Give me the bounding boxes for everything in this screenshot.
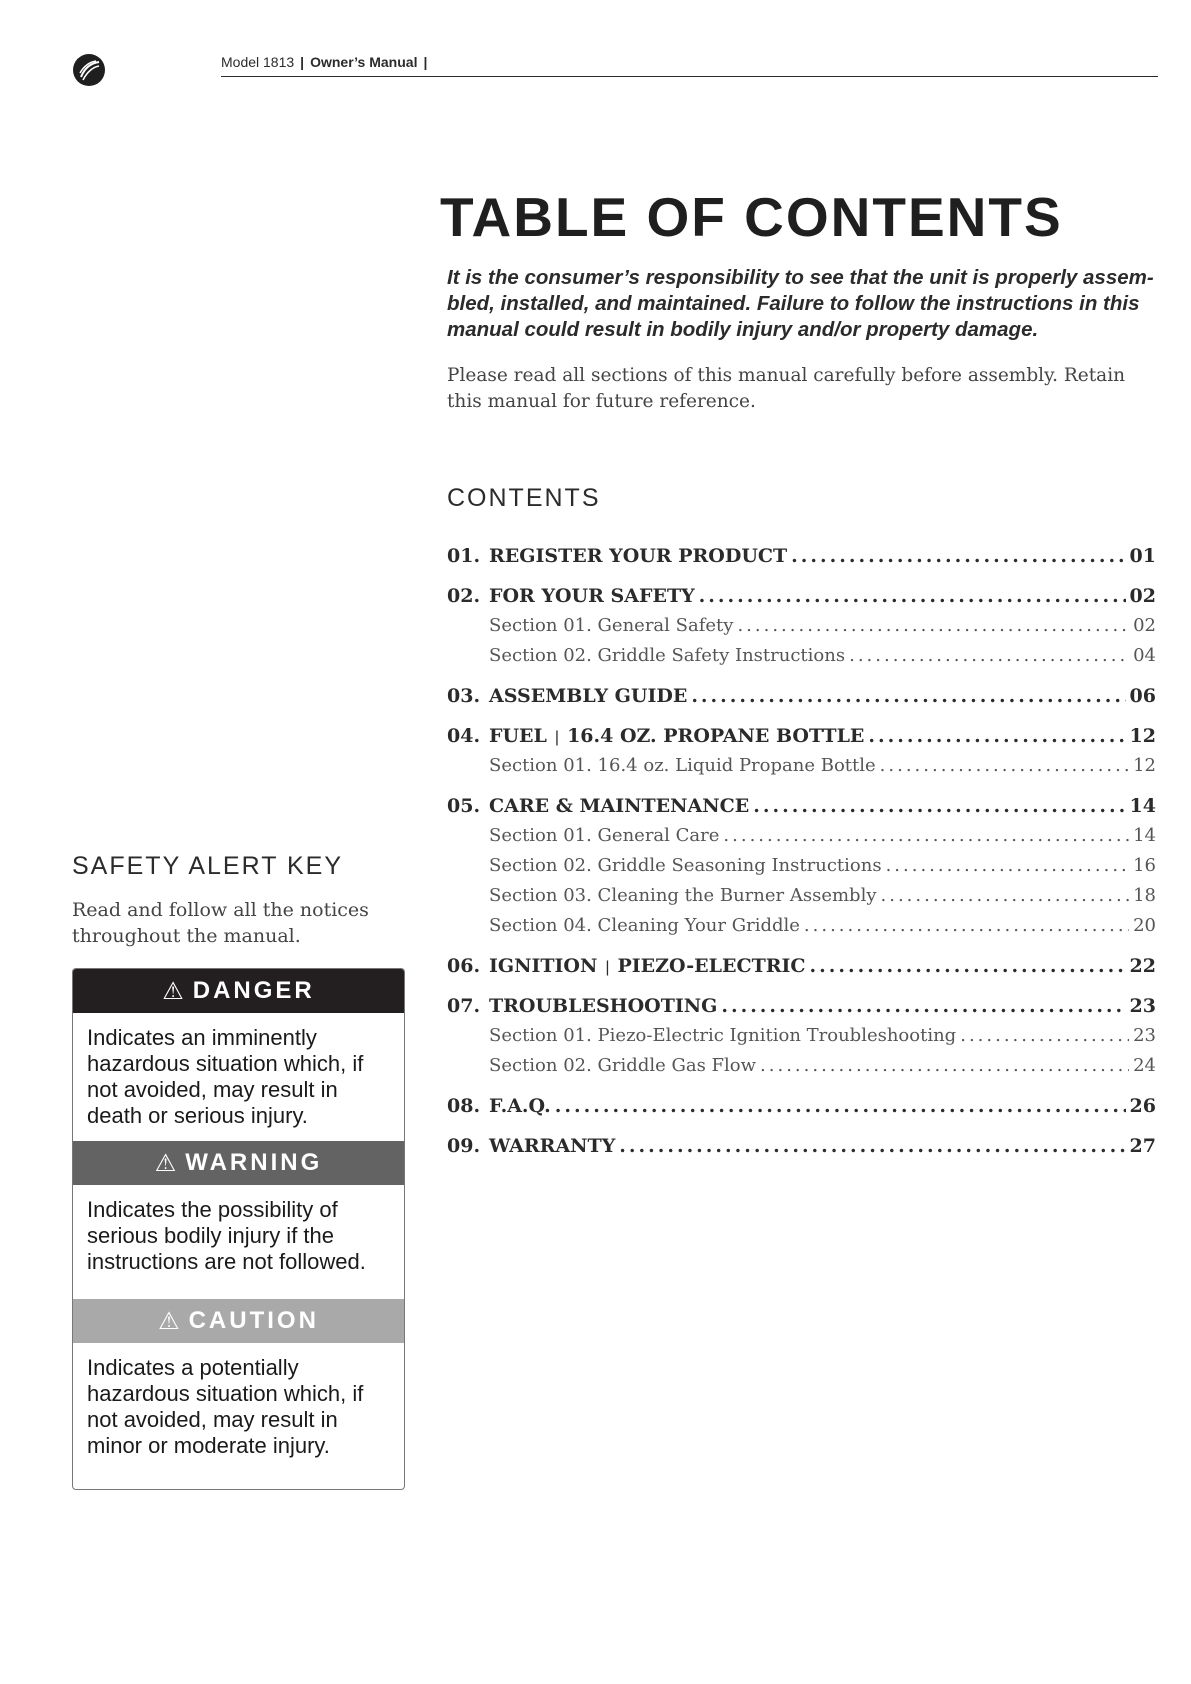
toc-subentry-burner-cleaning[interactable] [447,885,1156,915]
header-separator: | [300,54,305,70]
dot-leader [753,795,1125,817]
dot-leader [691,685,1125,707]
dot-leader [868,725,1125,747]
safety-alert-description: Read and follow all the notices throughout the manual. [72,899,369,947]
toc-entry-faq[interactable] [447,1095,1156,1125]
warning-triangle-icon: ⚠ [154,1149,180,1177]
toc-label: Section 02. Griddle Gas Flow [489,1055,757,1076]
toc-page: 20 [1129,915,1156,936]
danger-description: Indicates an imminently hazardous situation which, if not avoided, may result in death or serious injury. [87,1025,364,1128]
brand-logo-icon [72,53,106,87]
toc-label: Section 01. General Care [489,825,720,846]
toc-subentry-gas-flow[interactable] [447,1055,1156,1085]
toc-page: 02 [1126,585,1156,607]
toc-number: 05. [447,795,481,817]
responsibility-notice: It is the consumer’s responsibility to see that the unit is properly assem-bled, installed, and maintained. Failure to follow the instructions in this manual could result in bodily injury and/or property damage. [447,266,1154,341]
dot-leader [880,755,1129,776]
toc-label: Section 01. General Safety [489,615,734,636]
toc-number: 03. [447,685,481,707]
toc-page: 18 [1129,885,1156,906]
toc-page: 12 [1129,755,1156,776]
toc-label: Section 02. Griddle Seasoning Instructions [489,855,882,876]
toc-page: 14 [1126,795,1156,817]
toc-number: 01. [447,545,481,567]
running-header [221,54,433,70]
dot-leader [737,615,1129,636]
toc-subentry-general-care[interactable] [447,825,1156,855]
dot-leader [849,645,1129,666]
dot-leader [881,885,1130,906]
toc-page: 02 [1129,615,1156,636]
toc-subentry-general-safety[interactable] [447,615,1156,645]
toc-page: 06 [1126,685,1156,707]
safety-alert-heading: SAFETY ALERT KEY [72,852,344,880]
dot-leader [810,955,1126,977]
warning-triangle-icon: ⚠ [158,1307,183,1335]
toc-label: FOR YOUR SAFETY [489,585,695,607]
toc-label: FUEL | 16.4 OZ. PROPANE BOTTLE [489,725,865,747]
caution-header [73,1299,404,1343]
caution-description: Indicates a potentially hazardous situation which, if not avoided, may result in minor or moderate injury. [87,1355,364,1458]
page-title: TABLE OF CONTENTS [440,186,1063,248]
header-separator-end: | [423,54,428,70]
toc-page: 22 [1126,955,1156,977]
toc-number: 09. [447,1135,481,1157]
toc-page: 04 [1129,645,1156,666]
dot-leader [804,915,1129,936]
toc-subentry-seasoning[interactable] [447,855,1156,885]
dot-leader [619,1135,1125,1157]
toc-label: F.A.Q. [489,1095,551,1117]
safety-alert-key-box [72,968,405,1490]
toc-page: 14 [1129,825,1156,846]
warning-label: WARNING [185,1149,323,1176]
document-name: Owner’s Manual [310,54,418,70]
warning-header [73,1141,404,1185]
toc-page: 24 [1129,1055,1156,1076]
toc-label: IGNITION | PIEZO-ELECTRIC [489,955,806,977]
toc-entry-assembly[interactable] [447,685,1156,715]
warning-description: Indicates the possibility of serious bodily injury if the instructions are not followed. [87,1197,366,1274]
warning-triangle-icon: ⚠ [162,977,187,1005]
danger-header [73,969,404,1013]
toc-number: 02. [447,585,481,607]
toc-entry-ignition[interactable] [447,955,1156,985]
contents-heading: CONTENTS [447,484,601,512]
toc-subentry-griddle-cleaning[interactable] [447,915,1156,945]
toc-entry-register[interactable] [447,545,1156,575]
toc-label: Section 01. Piezo-Electric Ignition Troubleshooting [489,1025,957,1046]
toc-label: Section 04. Cleaning Your Griddle [489,915,800,936]
toc-page: 23 [1126,995,1156,1017]
dot-leader [721,995,1125,1017]
toc-number: 07. [447,995,481,1017]
toc-label: ASSEMBLY GUIDE [489,685,688,707]
toc-entry-care[interactable] [447,795,1156,825]
toc-label: Section 01. 16.4 oz. Liquid Propane Bottle [489,755,876,776]
toc-label: Section 03. Cleaning the Burner Assembly [489,885,877,906]
toc-page: 27 [1126,1135,1156,1157]
toc-page: 23 [1129,1025,1156,1046]
toc-entry-safety[interactable] [447,585,1156,615]
toc-page: 12 [1126,725,1156,747]
dot-leader [791,545,1125,567]
dot-leader [760,1055,1129,1076]
caution-label: CAUTION [188,1307,319,1334]
toc-subentry-ignition-troubleshooting[interactable] [447,1025,1156,1055]
toc-entry-troubleshooting[interactable] [447,995,1156,1025]
dot-leader [723,825,1129,846]
toc-subentry-griddle-safety[interactable] [447,645,1156,675]
toc-label: Section 02. Griddle Safety Instructions [489,645,846,666]
toc-label: TROUBLESHOOTING [489,995,718,1017]
toc-label: WARRANTY [489,1135,616,1157]
toc-number: 08. [447,1095,481,1117]
toc-label: CARE & MAINTENANCE [489,795,750,817]
toc-subentry-propane-bottle[interactable] [447,755,1156,785]
dot-leader [886,855,1130,876]
toc-page: 01 [1126,545,1156,567]
toc-entry-fuel[interactable] [447,725,1156,755]
header-rule [221,76,1158,77]
toc-page: 16 [1129,855,1156,876]
intro-paragraph: Please read all sections of this manual carefully before assembly. Retain this manual for future reference. [447,365,1126,412]
dot-leader [555,1095,1126,1117]
toc-entry-warranty[interactable] [447,1135,1156,1165]
dot-leader [699,585,1126,607]
toc-number: 04. [447,725,481,747]
danger-label: DANGER [192,977,315,1004]
toc-number: 06. [447,955,481,977]
dot-leader [960,1025,1129,1046]
model-number: Model 1813 [221,54,295,70]
table-of-contents [447,545,1156,1165]
toc-page: 26 [1126,1095,1156,1117]
toc-label: REGISTER YOUR PRODUCT [489,545,788,567]
